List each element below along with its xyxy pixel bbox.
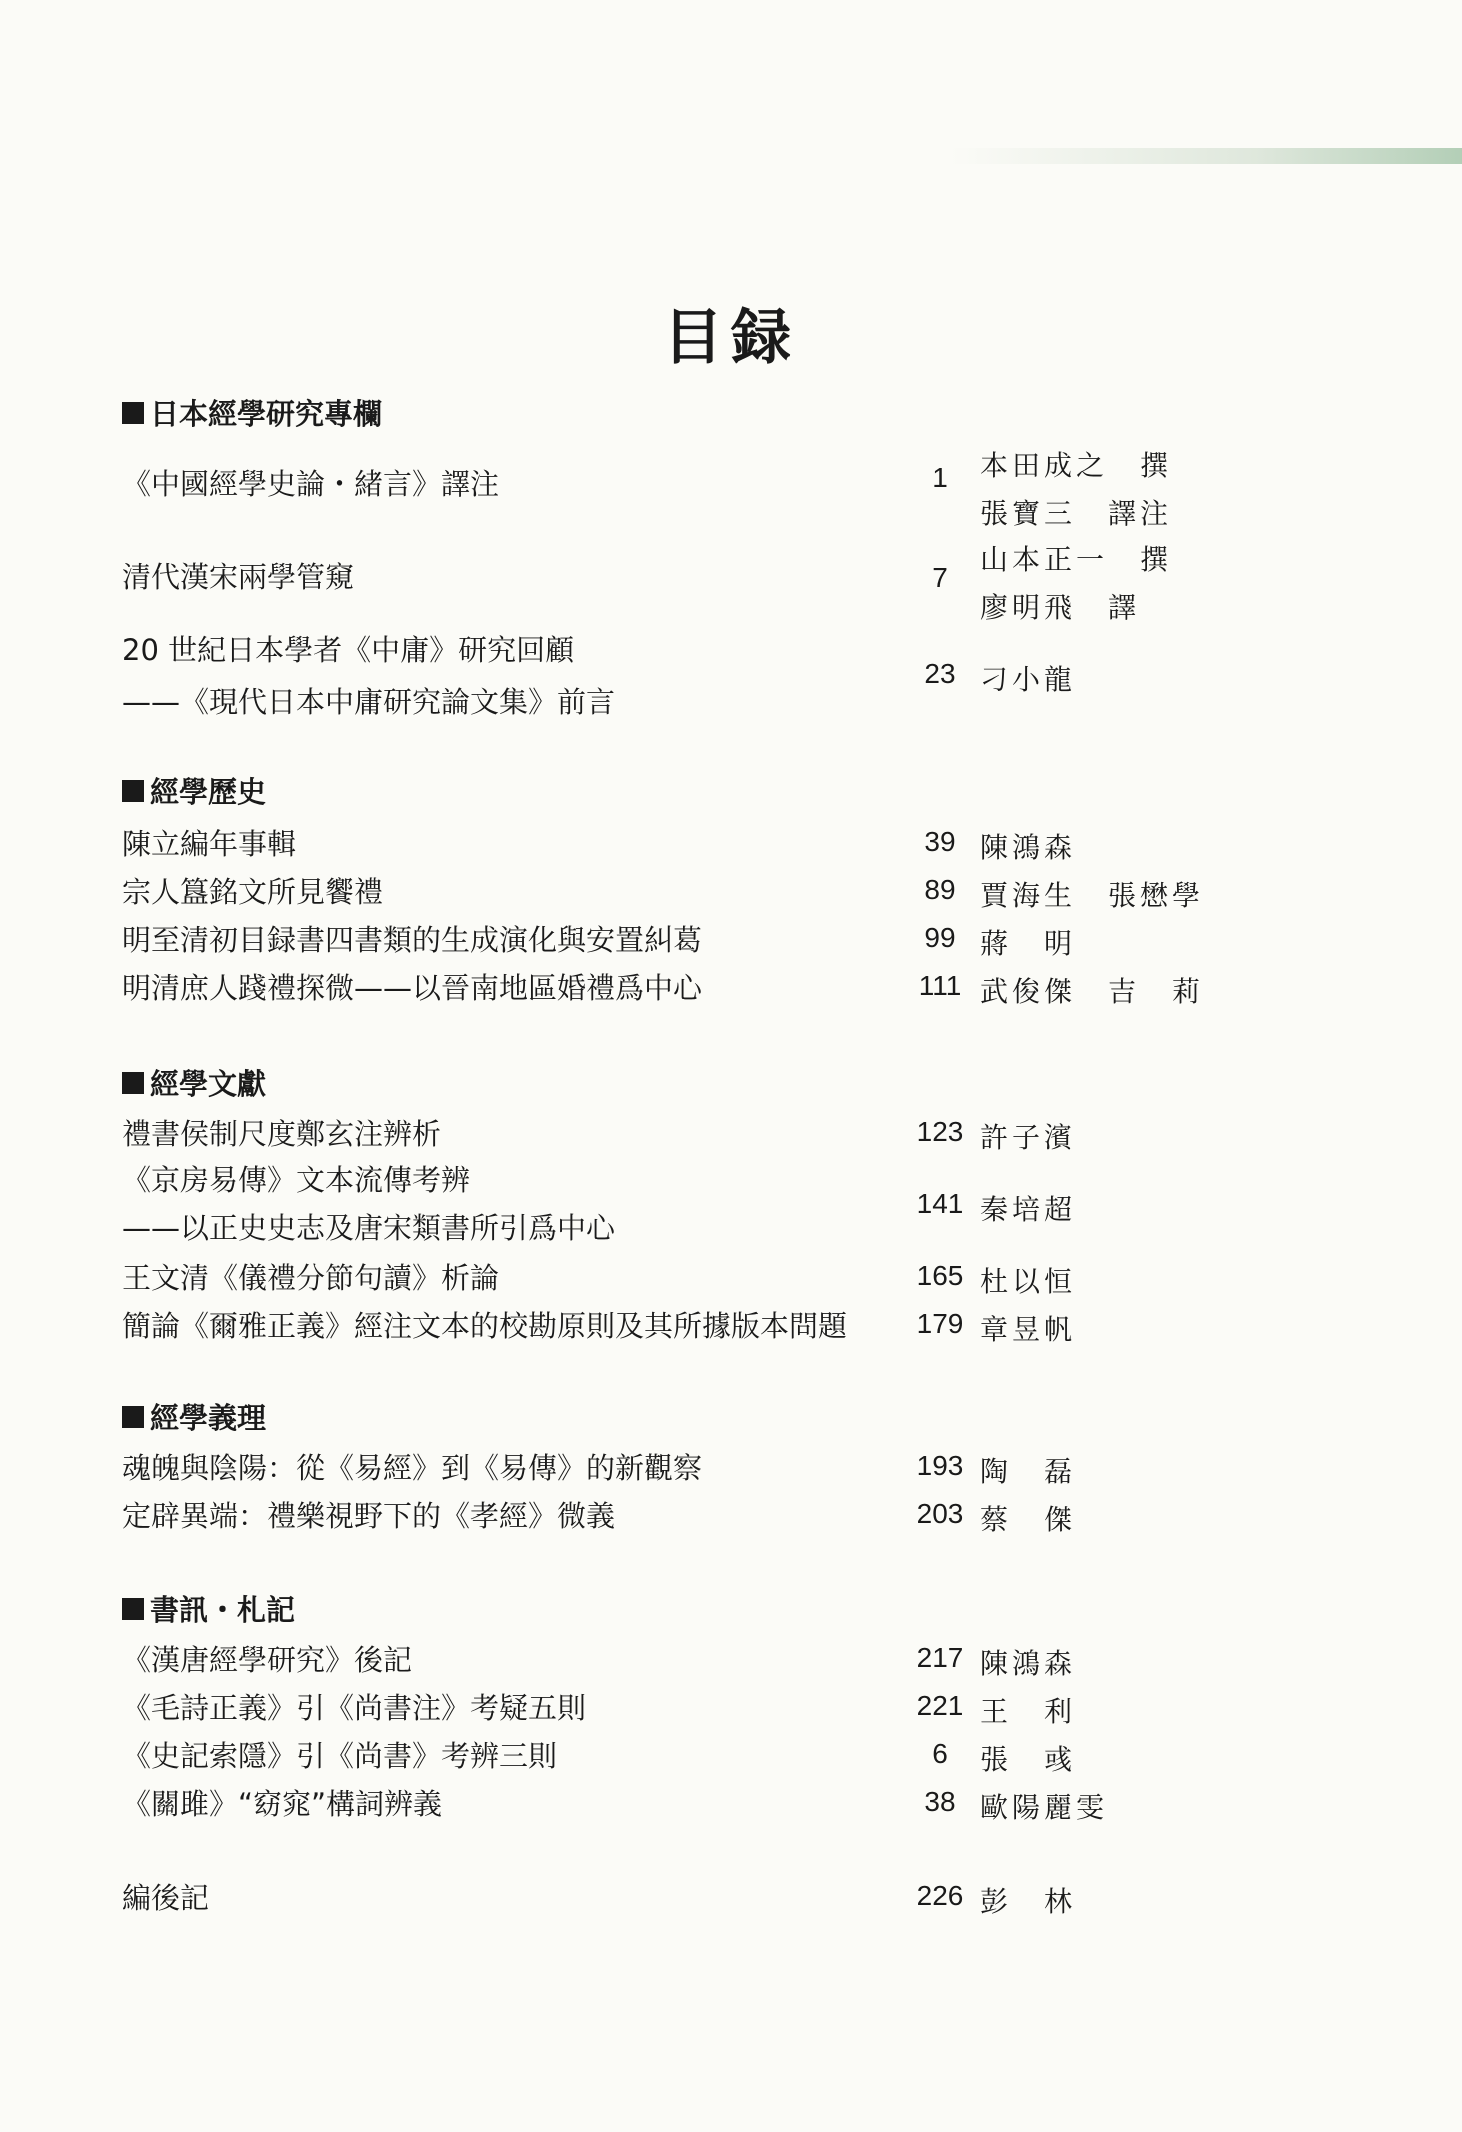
toc-entry-author: 歐陽麗雯 <box>980 1791 1109 1824</box>
toc-entry-author: 廖明飛 譯 <box>980 591 1141 624</box>
toc-entry-author: 張寶三 譯注 <box>980 497 1173 530</box>
toc-entry-page: 203 <box>916 1498 964 1529</box>
toc-entry-author: 武俊傑 吉 莉 <box>980 975 1205 1008</box>
toc-entry-page: 165 <box>916 1260 964 1291</box>
toc-entry-author: 陳鴻森 <box>980 1647 1077 1680</box>
edge-color-bar <box>950 148 1462 164</box>
toc-entry-author: 張 彧 <box>980 1743 1077 1776</box>
toc-entry-title: 《漢唐經學研究》後記 <box>122 1643 413 1677</box>
toc-entry-author: 本田成之 撰 <box>980 449 1173 482</box>
section-label: 經學義理 <box>150 1401 267 1435</box>
toc-entry-author: 彭 林 <box>980 1885 1077 1918</box>
toc-entry-title: 定辟異端：禮樂視野下的《孝經》微義 <box>122 1499 616 1533</box>
toc-entry-page: 123 <box>916 1116 964 1147</box>
toc-entry-page: 111 <box>918 970 962 1001</box>
toc-entry-title: 王文清《儀禮分節句讀》析論 <box>122 1261 500 1295</box>
page-title: 目録 <box>663 303 799 373</box>
section-header <box>122 1396 266 1437</box>
toc-entry-page: 1 <box>932 462 948 493</box>
toc-entry-subtitle: ——《現代日本中庸研究論文集》前言 <box>122 685 616 719</box>
toc-entry-author: 王 利 <box>980 1695 1077 1728</box>
section-label: 經學歷史 <box>150 775 267 809</box>
toc-entry-author: 陶 磊 <box>980 1455 1077 1488</box>
section-label: 書訊・札記 <box>150 1593 296 1627</box>
square-bullet-icon <box>122 780 144 802</box>
square-bullet-icon <box>122 1598 144 1620</box>
toc-entry-title: 宗人簋銘文所見饗禮 <box>122 875 384 909</box>
toc-entry-page: 217 <box>916 1642 964 1673</box>
toc-entry-title: 明清庶人踐禮探微——以晉南地區婚禮爲中心 <box>122 971 703 1005</box>
toc-entry-page: 89 <box>924 874 956 905</box>
toc-entry-page: 141 <box>916 1188 964 1219</box>
section-header <box>122 392 382 433</box>
toc-entry-page: 38 <box>924 1786 956 1817</box>
toc-entry-author: 陳鴻森 <box>980 831 1077 864</box>
toc-entry-title: 陳立編年事輯 <box>122 827 297 861</box>
section-label: 日本經學研究專欄 <box>150 397 383 431</box>
toc-entry-author: 山本正一 撰 <box>980 543 1173 576</box>
toc-entry-author: 章昱帆 <box>980 1313 1077 1346</box>
toc-entry-title: 編後記 <box>122 1881 210 1915</box>
toc-entry-author: 秦培超 <box>980 1193 1077 1226</box>
toc-entry-page: 179 <box>916 1308 964 1339</box>
toc-entry-title: 簡論《爾雅正義》經注文本的校勘原則及其所據版本問題 <box>122 1309 848 1343</box>
toc-entry-page: 226 <box>916 1880 964 1911</box>
toc-entry-page: 7 <box>932 562 948 593</box>
toc-entry-title: 《中國經學史論・緒言》譯注 <box>122 467 500 501</box>
toc-entry-page: 221 <box>916 1690 964 1721</box>
toc-entry-author: 蔣 明 <box>980 927 1077 960</box>
toc-entry-title: 魂魄與陰陽：從《易經》到《易傳》的新觀察 <box>122 1451 703 1485</box>
toc-entry-author: 蔡 傑 <box>980 1503 1077 1536</box>
toc-entry-subtitle: ——以正史史志及唐宋類書所引爲中心 <box>122 1211 616 1245</box>
toc-entry-page: 193 <box>916 1450 964 1481</box>
square-bullet-icon <box>122 402 144 424</box>
toc-entry-title: 20 世紀日本學者《中庸》研究回顧 <box>122 633 575 667</box>
toc-entry-page: 6 <box>932 1738 948 1769</box>
toc-entry-title: 禮書侯制尺度鄭玄注辨析 <box>122 1117 442 1151</box>
toc-entry-title: 明至清初目録書四書類的生成演化與安置糾葛 <box>122 923 703 957</box>
square-bullet-icon <box>122 1406 144 1428</box>
toc-entry-title: 《京房易傳》文本流傳考辨 <box>122 1163 471 1197</box>
toc-entry-author: 杜以恒 <box>980 1265 1077 1298</box>
section-header <box>122 1588 295 1629</box>
toc-entry-title: 《毛詩正義》引《尚書注》考疑五則 <box>122 1691 587 1725</box>
section-label: 經學文獻 <box>150 1067 267 1101</box>
toc-entry-author: 許子濱 <box>980 1121 1077 1154</box>
toc-entry-author: 刁小龍 <box>980 663 1077 696</box>
toc-entry-author: 賈海生 張懋學 <box>980 879 1205 912</box>
toc-entry-page: 39 <box>924 826 956 857</box>
toc-entry-page: 23 <box>924 658 956 689</box>
square-bullet-icon <box>122 1072 144 1094</box>
toc-entry-title: 清代漢宋兩學管窺 <box>122 560 355 594</box>
toc-entry-page: 99 <box>924 922 956 953</box>
section-header <box>122 770 266 811</box>
toc-entry-title: 《關雎》“窈窕”構詞辨義 <box>122 1787 443 1821</box>
section-header <box>122 1062 266 1103</box>
toc-entry-title: 《史記索隱》引《尚書》考辨三則 <box>122 1739 558 1773</box>
